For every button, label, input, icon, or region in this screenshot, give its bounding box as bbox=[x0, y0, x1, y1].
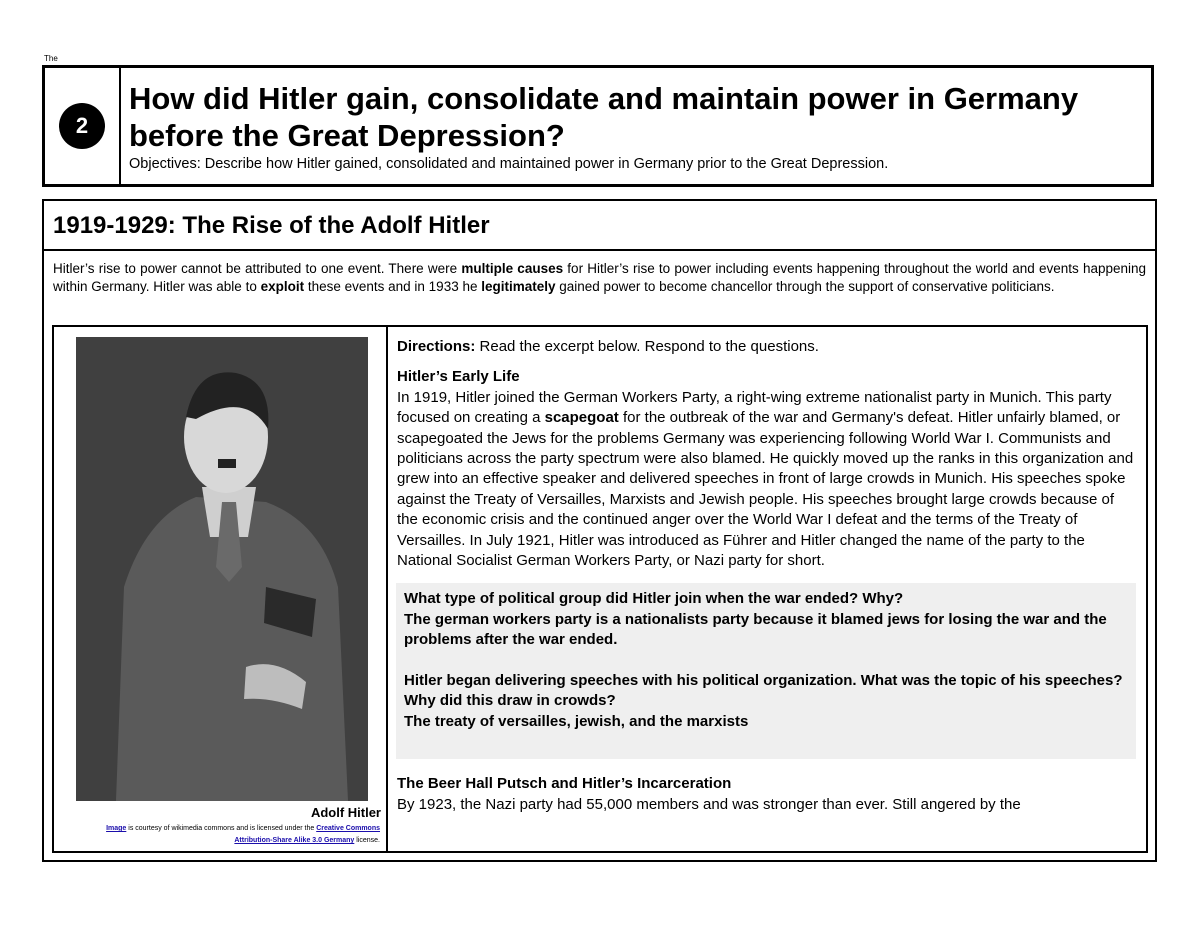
intro-text-1: Hitler’s rise to power cannot be attributed to one event. There were bbox=[53, 261, 462, 276]
question-1: What type of political group did Hitler join when the war ended? Why? bbox=[404, 590, 904, 608]
answer-box[interactable] bbox=[396, 583, 1136, 759]
story-paragraph bbox=[397, 388, 1138, 572]
directions-label: Directions: bbox=[397, 338, 476, 355]
beer-hall-title: The Beer Hall Putsch and Hitler’s Incarceration bbox=[397, 775, 732, 793]
objectives-text: Describe how Hitler gained, consolidated and maintained power in Germany prior to the Great Depression. bbox=[200, 156, 889, 172]
objectives bbox=[129, 155, 1143, 173]
intro-text-4: gained power to become chancellor through the support of conservative politicians. bbox=[555, 279, 1055, 294]
story-text-1: In 1919, Hitler joined the German Workers Party, a right-wing extreme nationalist party in Munich. This party focused on creating a bbox=[397, 388, 1112, 427]
answer-2[interactable]: The treaty of versailles, jewish, and the marxists bbox=[404, 712, 749, 730]
figure-column bbox=[54, 327, 388, 851]
story-text-2: for the outbreak of the war and Germany's defeat. Hitler unfairly blamed, or scapegoated the Jews for the problems Germany was experiencing following World War I. Communists and politicians across the party spectrum were also blamed. He quickly moved up the ranks in this organization and grew into an effective speaker and delivered speeches in front of large crowds in Munich. His speeches spoke against the Treaty of Versailles, Marxists and Jewish people. His speeches brought large crowds because of the economic crisis and the continued anger over the World War I defeat and the terms of the Treaty of Versailles. In July 1921, Hitler was introduced as Führer and Hitler changed the name of the party to the National Socialist German Workers Party, or Nazi party for short. bbox=[397, 409, 1134, 570]
intro-text-2: for Hitler’s rise to power including events happening throughout the world and events happening within Germany. Hitler was able to bbox=[53, 261, 1147, 294]
photo-caption: Adolf Hitler bbox=[310, 805, 381, 820]
reading-column bbox=[388, 327, 1146, 851]
story-bold: scapegoat bbox=[544, 409, 619, 427]
portrait-silhouette bbox=[76, 337, 368, 801]
intro-bold-1: multiple causes bbox=[461, 261, 564, 276]
content-table bbox=[52, 325, 1148, 853]
directions bbox=[397, 337, 1138, 357]
image-link[interactable]: Image bbox=[106, 825, 127, 832]
image-credit bbox=[80, 823, 380, 847]
answer-1[interactable]: The german workers party is a nationalists party because it blamed jews for losing the war and the problems after the war ended. bbox=[404, 610, 1107, 649]
title-cell bbox=[121, 68, 1151, 184]
intro-bold-3: legitimately bbox=[481, 279, 556, 294]
section-title: 1919-1929: The Rise of the Adolf Hitler bbox=[44, 201, 1155, 251]
question-2: Hitler began delivering speeches with his political organization. What was the topic of his speeches? Why did this draw in crowds? bbox=[404, 671, 1123, 710]
lesson-header bbox=[42, 65, 1154, 187]
portrait-photo bbox=[76, 337, 368, 801]
beer-hall-text: By 1923, the Nazi party had 55,000 members and was stronger than ever. Still angered by the bbox=[397, 795, 1021, 813]
intro-bold-2: exploit bbox=[260, 279, 305, 294]
top-label: The bbox=[44, 54, 58, 63]
story-title: Hitler’s Early Life bbox=[397, 368, 520, 386]
credit-text-1: is courtesy of wikimedia commons and is licensed under the bbox=[126, 825, 317, 832]
license-link[interactable]: Creative Commons Attribution-Share Alike 3.0 Germany bbox=[234, 825, 380, 844]
objectives-label: Objectives: bbox=[129, 156, 201, 172]
lesson-number-badge: 2 bbox=[59, 103, 105, 149]
intro-paragraph bbox=[44, 251, 1155, 323]
page-title: How did Hitler gain, consolidate and maintain power in Germany before the Great Depression? bbox=[129, 81, 1079, 153]
directions-text: Read the excerpt below. Respond to the questions. bbox=[475, 338, 819, 355]
intro-text-3: these events and in 1933 he bbox=[304, 279, 482, 294]
credit-text-2: license. bbox=[354, 837, 380, 844]
lesson-number-cell bbox=[45, 68, 121, 184]
section-box bbox=[42, 199, 1157, 862]
